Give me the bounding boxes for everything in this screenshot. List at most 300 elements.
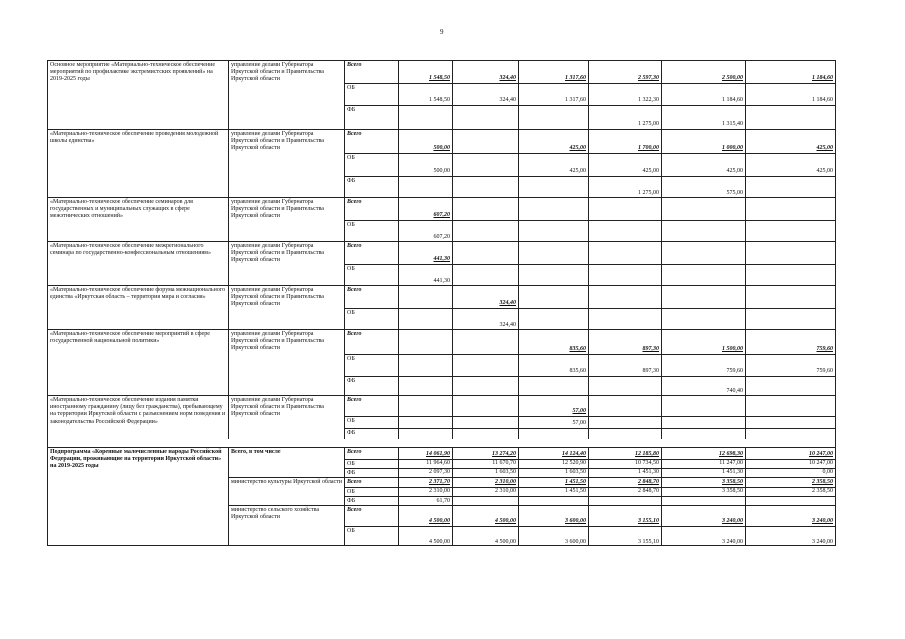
value-subcell (519, 448, 588, 459)
amount-value: 12 520,90 (562, 459, 586, 466)
executor-name: управление делами Губернатора Иркутской области и Правительства Иркутской области (228, 396, 344, 439)
value-subcell (345, 153, 398, 176)
value-subcell (519, 330, 588, 354)
value-subcell (589, 396, 661, 416)
value-column (518, 61, 588, 129)
value-subcell (662, 487, 745, 496)
value-column (518, 130, 588, 197)
amount-value: 3 600,00 (565, 538, 586, 545)
value-subcell (746, 526, 835, 546)
value-column (518, 478, 588, 505)
value-column (518, 448, 588, 477)
value-column (745, 396, 835, 439)
amount-value: 1 184,60 (722, 96, 743, 103)
value-column (452, 448, 518, 477)
value-column (398, 330, 452, 395)
value-subcell (345, 496, 398, 505)
amount-value: 3 240,00 (722, 538, 743, 545)
value-subcell (519, 242, 588, 264)
value-subcell (519, 416, 588, 428)
value-subcell (453, 308, 518, 329)
value-subcell (519, 496, 588, 505)
amount-value: 1 317,60 (565, 74, 586, 81)
value-subcell (746, 83, 835, 105)
table-row (48, 395, 835, 439)
value-subcell (345, 354, 398, 376)
value-subcell (746, 220, 835, 241)
value-subcell (589, 487, 661, 496)
value-subcell (662, 242, 745, 264)
value-subcell (589, 468, 661, 477)
value-subcell (399, 468, 452, 477)
table-row (48, 61, 835, 129)
value-subcell (746, 459, 835, 468)
value-subcell (399, 396, 452, 416)
value-subcell (589, 198, 661, 220)
value-subcell (345, 506, 398, 526)
budget-source-label: ОБ (347, 266, 355, 272)
executor-name: министерство культуры Иркутской области (228, 478, 344, 505)
value-subcell (345, 468, 398, 477)
amount-value: 759,60 (816, 345, 833, 352)
table-row (48, 197, 835, 241)
value-subcell (345, 448, 398, 459)
value-column (661, 396, 745, 439)
value-subcell (519, 396, 588, 416)
budget-source-label: ОБ (347, 155, 355, 161)
value-subcell (399, 153, 452, 176)
value-subcell (662, 220, 745, 241)
value-subcell (453, 416, 518, 428)
value-subcell (589, 428, 661, 439)
value-subcell (662, 468, 745, 477)
budget-source-label: Всего (347, 243, 362, 249)
value-subcell (453, 286, 518, 308)
amount-value: 835,60 (569, 367, 586, 374)
value-column (745, 130, 835, 197)
amount-value: 324,40 (499, 74, 516, 81)
amount-value: 10 247,00 (809, 450, 833, 457)
executor-name: управление делами Губернатора Иркутской области и Правительства Иркутской области (228, 198, 344, 241)
amount-value: 11 964,60 (426, 459, 450, 466)
amount-value: 425,00 (642, 167, 659, 174)
value-subcell (662, 61, 745, 83)
value-subcell (399, 448, 452, 459)
value-subcell (589, 242, 661, 264)
value-subcell (399, 376, 452, 395)
value-subcell (453, 468, 518, 477)
value-subcell (399, 242, 452, 264)
value-column (452, 242, 518, 285)
value-column (518, 330, 588, 395)
amount-value: 1 451,30 (638, 468, 659, 475)
value-subcell (345, 396, 398, 416)
value-subcell (345, 264, 398, 285)
executor-name: управление делами Губернатора Иркутской области и Правительства Иркутской области (228, 242, 344, 285)
amount-value: 2 358,50 (812, 478, 833, 485)
value-column (588, 130, 661, 197)
value-subcell (453, 242, 518, 264)
value-column (588, 242, 661, 285)
value-column (398, 286, 452, 329)
amount-value: 425,00 (569, 167, 586, 174)
value-subcell (662, 83, 745, 105)
value-subcell (589, 220, 661, 241)
value-column (398, 198, 452, 241)
value-subcell (746, 478, 835, 487)
table-row (48, 129, 835, 197)
amount-value: 607,20 (433, 211, 450, 218)
subprogram-group-row (228, 505, 835, 546)
value-column (452, 396, 518, 439)
amount-value: 324,40 (499, 299, 516, 306)
value-subcell (519, 220, 588, 241)
value-column (452, 286, 518, 329)
executor-name: управление делами Губернатора Иркутской области и Правительства Иркутской области (228, 130, 344, 197)
value-subcell (519, 176, 588, 197)
value-subcell (746, 416, 835, 428)
value-subcell (746, 130, 835, 153)
value-subcell (662, 526, 745, 546)
amount-value: 3 600,00 (565, 517, 586, 524)
amount-value: 1 603,50 (565, 468, 586, 475)
value-subcell (519, 264, 588, 285)
value-subcell (345, 416, 398, 428)
value-column (398, 478, 452, 505)
value-subcell (399, 506, 452, 526)
value-subcell (345, 286, 398, 308)
amount-value: 740,40 (726, 387, 743, 394)
value-subcell (746, 330, 835, 354)
value-subcell (519, 83, 588, 105)
value-subcell (662, 286, 745, 308)
value-column (661, 198, 745, 241)
subprogram-row (48, 447, 835, 545)
amount-value: 12 185,80 (635, 450, 659, 457)
amount-value: 2 358,50 (812, 487, 833, 494)
amount-value: 607,20 (433, 233, 450, 240)
value-subcell (589, 61, 661, 83)
value-column (452, 478, 518, 505)
amount-value: 759,60 (726, 367, 743, 374)
amount-value: 57,00 (572, 419, 586, 426)
value-subcell (399, 176, 452, 197)
amount-value: 1 275,00 (638, 120, 659, 127)
amount-value: 2 310,00 (429, 487, 450, 494)
value-column (745, 242, 835, 285)
value-subcell (519, 61, 588, 83)
amount-value: 425,00 (726, 167, 743, 174)
value-subcell (519, 376, 588, 395)
amount-value: 2 597,30 (638, 74, 659, 81)
value-subcell (746, 448, 835, 459)
value-column (588, 396, 661, 439)
amount-value: 1 603,50 (495, 468, 516, 475)
value-subcell (345, 198, 398, 220)
value-subcell (589, 459, 661, 468)
value-column (344, 61, 398, 129)
value-subcell (589, 105, 661, 129)
value-column (344, 242, 398, 285)
amount-value: 500,00 (433, 167, 450, 174)
value-subcell (453, 428, 518, 439)
value-subcell (399, 264, 452, 285)
budget-source-label: Всего (347, 331, 362, 337)
value-subcell (519, 308, 588, 329)
value-subcell (746, 176, 835, 197)
value-column (661, 506, 745, 546)
value-subcell (589, 308, 661, 329)
value-subcell (399, 354, 452, 376)
amount-value: 1 700,00 (638, 144, 659, 151)
value-subcell (519, 130, 588, 153)
subprogram-groups (228, 448, 835, 546)
table-row (48, 329, 835, 395)
value-subcell (746, 506, 835, 526)
value-subcell (399, 487, 452, 496)
value-subcell (662, 448, 745, 459)
amount-value: 3 155,10 (638, 538, 659, 545)
value-subcell (345, 428, 398, 439)
amount-value: 12 698,30 (719, 450, 743, 457)
value-subcell (746, 105, 835, 129)
amount-value: 1 451,50 (565, 478, 586, 485)
value-column (661, 478, 745, 505)
budget-source-label: Всего (347, 62, 362, 68)
value-subcell (662, 308, 745, 329)
value-subcell (453, 496, 518, 505)
value-column (745, 330, 835, 395)
value-subcell (399, 105, 452, 129)
value-subcell (453, 83, 518, 105)
budget-source-label: ФБ (347, 498, 356, 504)
value-subcell (589, 83, 661, 105)
amount-value: 897,30 (642, 345, 659, 352)
budget-source-label: ФБ (347, 378, 356, 384)
value-column (398, 448, 452, 477)
amount-value: 835,60 (569, 345, 586, 352)
value-subcell (519, 153, 588, 176)
budget-source-label: ОБ (347, 489, 355, 495)
amount-value: 1 548,50 (429, 74, 450, 81)
amount-value: 441,30 (433, 277, 450, 284)
value-column (518, 396, 588, 439)
budget-source-label: ОБ (347, 310, 355, 316)
value-column (344, 478, 398, 505)
value-subcell (589, 526, 661, 546)
value-subcell (746, 376, 835, 395)
value-subcell (453, 264, 518, 285)
value-subcell (589, 496, 661, 505)
table-row (48, 241, 835, 285)
value-column (588, 448, 661, 477)
value-subcell (589, 130, 661, 153)
value-subcell (746, 496, 835, 505)
value-column (588, 198, 661, 241)
value-subcell (399, 526, 452, 546)
value-column (398, 61, 452, 129)
value-column (745, 286, 835, 329)
activity-name: «Материально-техническое обеспечение мероприятий в сфере государственной национальной политики» (50, 331, 210, 345)
value-subcell (519, 105, 588, 129)
value-column (661, 330, 745, 395)
value-subcell (345, 459, 398, 468)
value-subcell (453, 376, 518, 395)
value-subcell (399, 330, 452, 354)
value-subcell (746, 468, 835, 477)
value-subcell (399, 130, 452, 153)
value-subcell (589, 286, 661, 308)
value-subcell (589, 354, 661, 376)
amount-value: 1 184,60 (812, 74, 833, 81)
value-subcell (399, 61, 452, 83)
page-number: 9 (440, 28, 444, 36)
value-subcell (345, 83, 398, 105)
value-subcell (453, 176, 518, 197)
executor-name: министерство сельского хозяйства Иркутской области (228, 506, 344, 546)
activity-name: «Материально-техническое обеспечение издания памятки иностранному гражданину (лицу без гражданства), пребывающему на территории Иркутской области с разъяснением норм поведения и законодательства Российской Федерации» (50, 397, 226, 425)
subprogram-group-row (228, 448, 835, 477)
budget-source-label: ФБ (347, 107, 356, 113)
value-column (452, 506, 518, 546)
value-subcell (519, 198, 588, 220)
amount-value: 11 670,70 (492, 459, 516, 466)
value-subcell (399, 308, 452, 329)
value-subcell (399, 478, 452, 487)
value-column (588, 478, 661, 505)
value-subcell (662, 506, 745, 526)
executor-name: управление делами Губернатора Иркутской области и Правительства Иркутской области (228, 286, 344, 329)
budget-source-label: ОБ (347, 528, 355, 534)
value-subcell (345, 308, 398, 329)
value-subcell (345, 220, 398, 241)
amount-value: 13 274,20 (492, 450, 516, 457)
amount-value: 897,30 (642, 367, 659, 374)
amount-value: 61,70 (436, 497, 450, 504)
budget-source-label: ОБ (347, 222, 355, 228)
value-column (588, 330, 661, 395)
value-subcell (399, 198, 452, 220)
amount-value: 2 848,70 (638, 478, 659, 485)
value-subcell (453, 220, 518, 241)
value-subcell (453, 105, 518, 129)
amount-value: 1 451,30 (722, 468, 743, 475)
value-subcell (589, 330, 661, 354)
value-subcell (746, 242, 835, 264)
value-column (452, 61, 518, 129)
executor-name: управление делами Губернатора Иркутской области и Правительства Иркутской области (228, 61, 344, 129)
amount-value: 4 500,00 (495, 517, 516, 524)
value-subcell (746, 264, 835, 285)
value-column (661, 286, 745, 329)
value-subcell (453, 526, 518, 546)
budget-source-label: Всего (347, 507, 362, 513)
amount-value: 1 548,50 (429, 96, 450, 103)
activity-name: «Материально-техническое обеспечение форума межнационального единства «Иркутская область – территория мира и согласия» (50, 287, 226, 301)
value-column (518, 506, 588, 546)
amount-value: 2 371,70 (429, 478, 450, 485)
amount-value: 500,00 (433, 144, 450, 151)
budget-source-label: ОБ (347, 85, 355, 91)
amount-value: 425,00 (816, 167, 833, 174)
value-subcell (519, 506, 588, 526)
amount-value: 2 097,30 (429, 468, 450, 475)
amount-value: 14 061,90 (426, 450, 450, 457)
amount-value: 1 500,00 (722, 345, 743, 352)
value-subcell (589, 416, 661, 428)
table-row (48, 285, 835, 329)
value-column (745, 506, 835, 546)
value-subcell (345, 130, 398, 153)
value-subcell (453, 506, 518, 526)
value-column (452, 330, 518, 395)
amount-value: 14 124,40 (562, 450, 586, 457)
amount-value: 57,00 (572, 407, 586, 414)
budget-source-label: ОБ (347, 356, 355, 362)
value-subcell (746, 61, 835, 83)
value-subcell (746, 308, 835, 329)
amount-value: 1 322,30 (638, 96, 659, 103)
value-subcell (662, 354, 745, 376)
budget-source-label: ОБ (347, 461, 355, 467)
value-subcell (746, 286, 835, 308)
executor-name: Всего, в том числе (228, 448, 344, 477)
budget-source-label: ФБ (347, 430, 356, 436)
value-subcell (453, 448, 518, 459)
value-subcell (746, 198, 835, 220)
amount-value: 3 358,50 (722, 478, 743, 485)
value-column (398, 506, 452, 546)
amount-value: 4 500,00 (495, 538, 516, 545)
value-column (398, 130, 452, 197)
value-subcell (345, 376, 398, 395)
value-column (745, 198, 835, 241)
value-subcell (746, 396, 835, 416)
value-subcell (519, 478, 588, 487)
budget-source-label: Всего (347, 479, 362, 485)
amount-value: 425,00 (569, 144, 586, 151)
budget-source-label: ФБ (347, 470, 356, 476)
amount-value: 3 358,50 (722, 487, 743, 494)
value-subcell (453, 330, 518, 354)
value-subcell (662, 153, 745, 176)
amount-value: 3 155,10 (638, 517, 659, 524)
value-subcell (662, 105, 745, 129)
executor-name: управление делами Губернатора Иркутской области и Правительства Иркутской области (228, 330, 344, 395)
amount-value: 2 310,00 (495, 478, 516, 485)
value-subcell (589, 376, 661, 395)
value-subcell (399, 428, 452, 439)
value-subcell (519, 459, 588, 468)
value-subcell (662, 264, 745, 285)
value-subcell (589, 153, 661, 176)
value-subcell (662, 198, 745, 220)
value-subcell (589, 264, 661, 285)
value-subcell (519, 526, 588, 546)
value-column (745, 478, 835, 505)
amount-value: 425,00 (816, 144, 833, 151)
value-subcell (662, 428, 745, 439)
budget-source-label: ФБ (347, 178, 356, 184)
amount-value: 1 315,40 (722, 120, 743, 127)
value-subcell (453, 61, 518, 83)
value-column (344, 198, 398, 241)
value-column (588, 286, 661, 329)
value-subcell (453, 153, 518, 176)
value-column (588, 61, 661, 129)
value-subcell (345, 478, 398, 487)
amount-value: 3 240,00 (812, 538, 833, 545)
